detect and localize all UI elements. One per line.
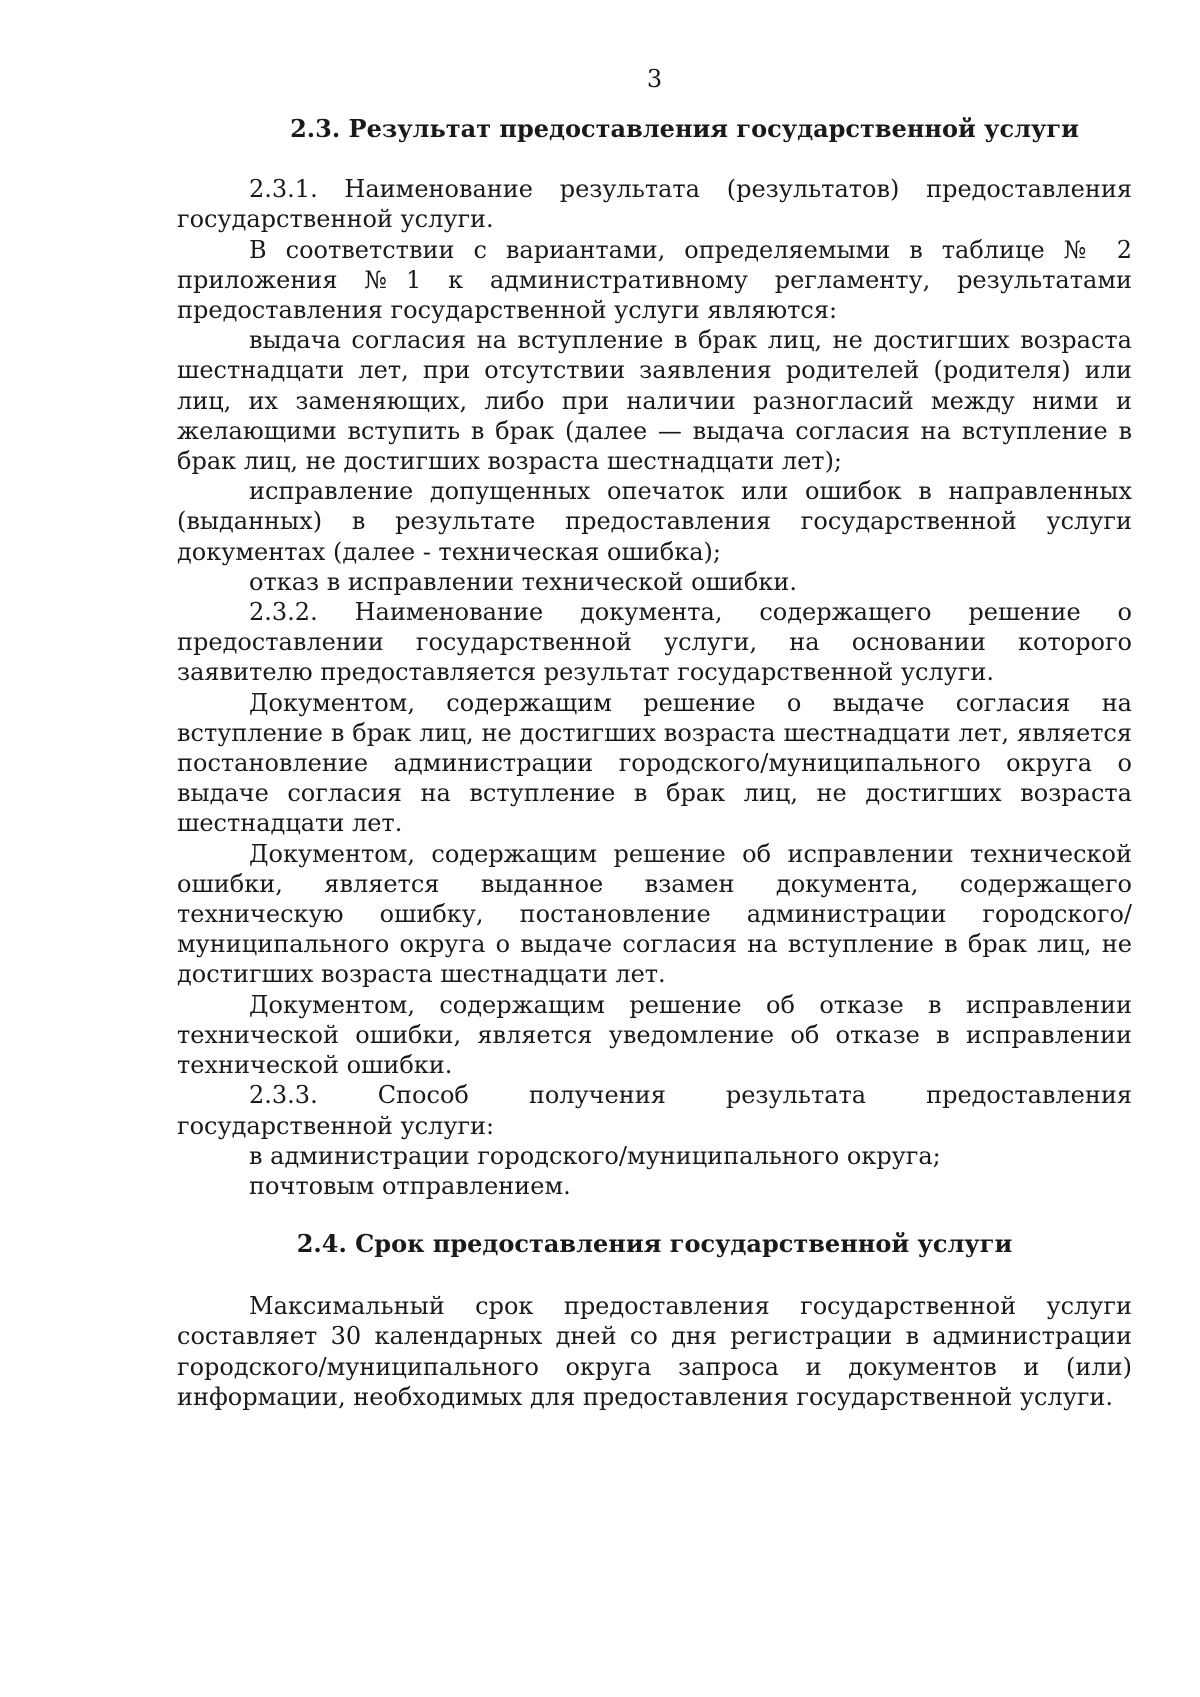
paragraph-result-consent: выдача согласия на вступление в брак лиц, не достигших возраста шестнадцати лет, при отсутствии заявления родителей (родителя) или лиц, их заменяющих, либо при наличии разногласий между ними и желающими вступить в брак (далее — выдача согласия на вступление в брак лиц, не достигших возраста шестнадцати лет); [177,326,1132,476]
paragraph-max-term: Максимальный срок предоставления государственной услуги составляет 30 календарных дней со дня регистрации в администрации городского/муниципального округа запроса и документов и (или) информации, необходимых для предоставления государственной услуги. [177,1292,1132,1411]
paragraph-document-consent: Документом, содержащим решение о выдаче согласия на вступление в брак лиц, не достигших возраста шестнадцати лет, является постановление администрации городского/муниципального округа о выдаче согласия на вступление в брак лиц, не достигших возраста шестнадцати лет. [177,688,1132,838]
paragraph-results-intro: В соответствии с вариантами, определяемыми в таблице № 2 приложения №1 к административному регламенту, результатами предоставления государственной услуги являются: [177,235,1132,325]
section-2-4-title: 2.4. Срок предоставления государственной услуги [296,1229,1013,1259]
paragraph-method-mail: почтовым отправлением. [249,1171,571,1200]
paragraph-document-correction: Документом, содержащим решение об исправлении технической ошибки, является выданное взамен документа, содержащего техническую ошибку, постановление администрации городского/муниципального округа о выдаче согласия на вступление в брак лиц, не достигших возраста шестнадцати лет. [177,839,1132,989]
paragraph-document-refusal: Документом, содержащим решение об отказе в исправлении технической ошибки, является уведомление об отказе в исправлении технической ошибки. [177,990,1132,1080]
paragraph-result-refusal: отказ в исправлении технической ошибки. [249,567,798,596]
page-number: 3 [646,65,663,93]
paragraph-result-correction: исправление допущенных опечаток или ошибок в направленных (выданных) в результате предоставления государственной услуги документах (далее - техническая ошибка); [177,477,1132,566]
paragraph-2-3-2: 2.3.2. Наименование документа, содержащего решение о предоставлении государственной услуги, на основании которого заявителю предоставляется результат государственной услуги. [177,598,1132,687]
section-2-3-title: 2.3. Результат предоставления государственной услуги [290,114,1079,144]
paragraph-method-administration: в администрации городского/муниципального округа; [249,1141,941,1170]
paragraph-2-3-3: 2.3.3. Способ получения результата предоставления государственной услуги: [177,1081,1132,1140]
paragraph-2-3-1: 2.3.1. Наименование результата (результатов) предоставления государственной услуги. [177,175,1132,234]
